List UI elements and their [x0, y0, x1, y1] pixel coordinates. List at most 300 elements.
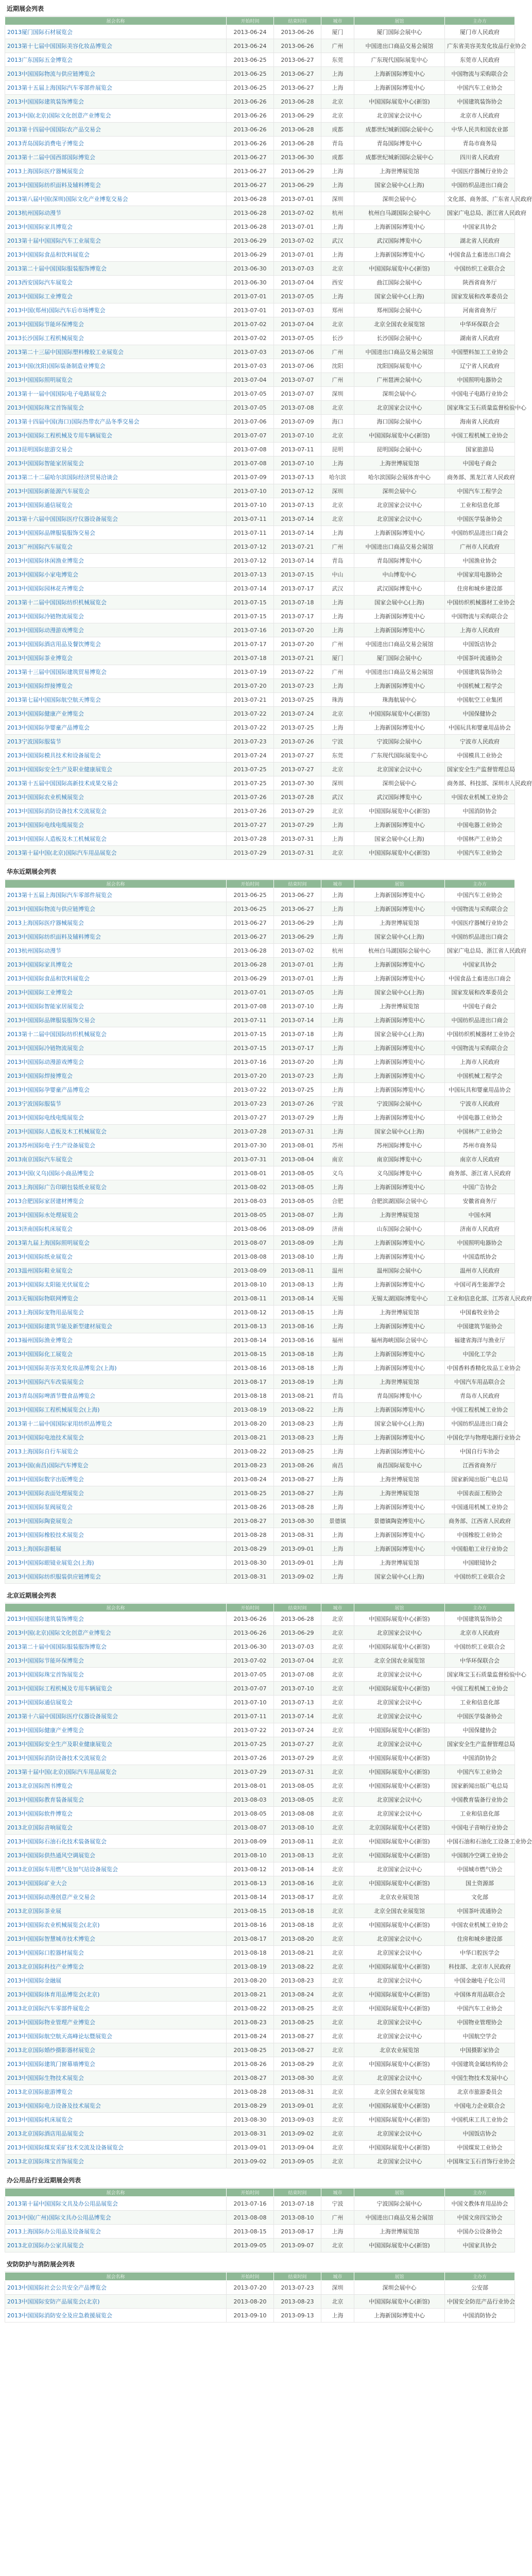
table-row: [5, 2281, 515, 2295]
organizer-cell: 中国自行车协会: [445, 1445, 515, 1459]
organizer-cell: 中华口腔医学会: [445, 1946, 515, 1960]
exhibition-link[interactable]: 2013北京国际茶业展: [7, 1908, 61, 1914]
exhibition-link[interactable]: 2013中国(南昌)国际汽车博览会: [7, 1462, 89, 1469]
city-cell: 北京: [321, 109, 354, 123]
exhibition-link[interactable]: 2013中国国际物流与供应链博览会: [7, 906, 95, 912]
exhibition-link[interactable]: 2013中国国际纺织面料及辅料博览会: [7, 182, 101, 189]
organizer-cell: 中国可再生能源学会: [445, 1278, 515, 1292]
exhibition-link[interactable]: 2013中国国际美容美发化妆品博览会(上海): [7, 1365, 117, 1371]
exhibition-link[interactable]: 2013第十一届中国国际电子电路展览会: [7, 391, 107, 397]
venue-cell: 上海新国际博览中心: [354, 818, 445, 832]
exhibition-title-cell: [5, 1988, 227, 2002]
venue-cell: 中国国际展览中心(新馆): [354, 95, 445, 109]
end-date-cell: 2013-07-26: [274, 1097, 321, 1111]
organizer-cell: 中国造纸协会: [445, 1250, 515, 1264]
exhibition-link[interactable]: 2013杭州国际动漫节: [7, 947, 61, 954]
exhibition-link[interactable]: 2013中国国际物业管理产业博览会: [7, 2019, 95, 2026]
exhibition-title-cell: [5, 637, 227, 651]
exhibition-link[interactable]: 2013西安国际汽车展览会: [7, 279, 73, 286]
exhibition-link[interactable]: 2013北京国际音响展览会: [7, 1824, 73, 1831]
end-date-cell: 2013-08-05: [274, 1779, 321, 1793]
venue-cell: 北京国家会议中心: [354, 1807, 445, 1821]
exhibition-link[interactable]: 2013中国国际品牌服装服饰交易会: [7, 530, 95, 536]
end-date-cell: 2013-06-27: [274, 67, 321, 81]
exhibition-link[interactable]: 2013上海国际广告印刷包装纸业展览会: [7, 1184, 107, 1191]
end-date-cell: 2013-07-08: [274, 401, 321, 415]
exhibition-title-cell: [5, 2071, 227, 2085]
exhibition-link[interactable]: 2013中国国际通信展览会: [7, 1699, 73, 1706]
exhibition-link[interactable]: 2013中国(北京)国际文化创意产业博览会: [7, 112, 111, 119]
exhibition-link[interactable]: 2013上海国际医疗器械展览会: [7, 920, 84, 926]
end-date-cell: 2013-08-11: [274, 1264, 321, 1278]
start-date-cell: 2013-08-13: [227, 1319, 274, 1333]
table-row: [5, 2211, 515, 2225]
city-cell: 无锡: [321, 1292, 354, 1306]
start-date-cell: 2013-09-02: [227, 2155, 274, 2168]
exhibition-link[interactable]: 2013北京国际珠宝首饰展览会: [7, 2158, 84, 2165]
exhibition-link[interactable]: 2013中国国际农业机械展览会(北京): [7, 1922, 100, 1928]
exhibition-link[interactable]: 2013中国国际供热通风空调展览会: [7, 1852, 95, 1859]
exhibition-link[interactable]: 2013中国国际焊接博览会: [7, 1073, 73, 1079]
exhibition-link[interactable]: 2013北京国际酒店用品展览会: [7, 2130, 84, 2137]
table-row: [5, 290, 515, 303]
exhibition-link[interactable]: 2013中国国际健康产业博览会: [7, 710, 84, 717]
start-date-cell: 2013-08-26: [227, 2057, 274, 2071]
exhibition-link[interactable]: 2013长沙国际工程机械展览会: [7, 335, 84, 342]
venue-cell: 中国进出口商品交易会展馆: [354, 2211, 445, 2225]
exhibition-title-cell: [5, 1737, 227, 1751]
exhibition-link[interactable]: 2013中国国际石油石化技术装备展览会: [7, 1838, 107, 1845]
exhibition-link[interactable]: 2013北京国际婚纱摄影器材展览会: [7, 2047, 95, 2054]
city-cell: 上海: [321, 1250, 354, 1264]
start-date-cell: 2013-09-01: [227, 2141, 274, 2155]
end-date-cell: 2013-07-26: [274, 735, 321, 749]
exhibition-link[interactable]: 2013中国国际煤炭采矿技术交流及设备展览会: [7, 2144, 124, 2151]
table-row: [5, 1153, 515, 1166]
exhibition-link[interactable]: 2013中国国际软件博览会: [7, 1810, 73, 1817]
end-date-cell: 2013-07-14: [274, 1013, 321, 1027]
exhibition-link[interactable]: 2013青岛国际消费电子博览会: [7, 140, 84, 147]
exhibition-link[interactable]: 2013中国国际动漫游戏博览会: [7, 1059, 84, 1065]
end-date-cell: 2013-07-04: [274, 1654, 321, 1668]
exhibition-link[interactable]: 2013苏州国际电子生产设备展览会: [7, 1142, 95, 1149]
city-cell: 广州: [321, 665, 354, 679]
venue-cell: 中国国际展览中心(新馆): [354, 2099, 445, 2113]
end-date-cell: 2013-06-29: [274, 930, 321, 944]
exhibition-title-cell: [5, 1264, 227, 1278]
organizer-cell: 中国渔业协会: [445, 554, 515, 568]
exhibition-link[interactable]: 2013北京国际科技产业博览会: [7, 1963, 84, 1970]
table-row: [5, 1069, 515, 1083]
exhibition-title-cell: [5, 888, 227, 902]
table-row: [5, 790, 515, 804]
venue-cell: 中国国际展览中心(新馆): [354, 2113, 445, 2127]
venue-cell: 武汉国际博览中心: [354, 790, 445, 804]
table-row: [5, 150, 515, 164]
start-date-cell: 2013-07-16: [227, 2197, 274, 2211]
organizer-cell: 中国消防协会: [445, 1751, 515, 1765]
exhibition-link[interactable]: 2013中国国际焊接博览会: [7, 683, 73, 689]
exhibition-link[interactable]: 2013中国国际化工展览会: [7, 1351, 73, 1358]
exhibition-link[interactable]: 2013第二十届中国国际服装服饰博览会: [7, 265, 107, 272]
exhibition-link[interactable]: 2013中国国际太阳能光伏展览会: [7, 1281, 90, 1288]
exhibition-title-cell: [5, 1027, 227, 1041]
exhibition-title-cell: [5, 1306, 227, 1319]
exhibition-title-cell: [5, 540, 227, 554]
table-row: [5, 972, 515, 986]
exhibition-link[interactable]: 2013第七届中国国际航空航天博览会: [7, 697, 101, 703]
exhibition-link[interactable]: 2013第十二届中国国际纺织机械展览会: [7, 1031, 107, 1038]
table-row: [5, 512, 515, 526]
exhibition-link[interactable]: 2013中国国际水处理展览会: [7, 1212, 78, 1218]
organizer-cell: 中国机械工程学会: [445, 679, 515, 693]
table-row: [5, 1486, 515, 1500]
exhibition-title-cell: [5, 721, 227, 735]
exhibition-link[interactable]: 2013中国国际建筑装饰博览会: [7, 1616, 84, 1622]
exhibition-title-cell: [5, 67, 227, 81]
exhibition-link[interactable]: 2013宁波国际服装节: [7, 738, 61, 745]
exhibition-link[interactable]: 2013合肥国际家居建材博览会: [7, 1198, 84, 1205]
exhibition-title-cell: [5, 81, 227, 95]
venue-cell: 深圳会展中心: [354, 387, 445, 401]
venue-cell: 北京国家会议中心: [354, 2029, 445, 2043]
exhibition-title-cell: [5, 192, 227, 206]
exhibition-link[interactable]: 2013中国国际电线电缆展览会: [7, 822, 84, 828]
exhibition-link[interactable]: 2013北京国际旅游博览会: [7, 2089, 73, 2095]
table-row: [5, 1932, 515, 1946]
start-date-cell: 2013-06-30: [227, 276, 274, 290]
exhibition-title-cell: [5, 373, 227, 387]
exhibition-title-cell: [5, 2225, 227, 2239]
end-date-cell: 2013-06-29: [274, 916, 321, 930]
end-date-cell: 2013-07-31: [274, 1765, 321, 1779]
exhibition-link[interactable]: 2013广州国际汽车展览会: [7, 544, 73, 550]
exhibition-link[interactable]: 2013中国国际工程机械及专用车辆展览会: [7, 432, 112, 439]
exhibition-link[interactable]: 2013宁波国际服装节: [7, 1100, 61, 1107]
venue-cell: 郑州国际会展中心: [354, 303, 445, 317]
organizer-cell: 中国建筑装饰协会: [445, 95, 515, 109]
exhibition-link[interactable]: 2013中国国际纸业展览会: [7, 1253, 73, 1260]
exhibition-link[interactable]: 2013中国国际智能家居展览会: [7, 1003, 84, 1010]
exhibition-link[interactable]: 2013第十五届上海国际汽车零部件展览会: [7, 84, 112, 91]
exhibition-link[interactable]: 2013中国国际纺织面料及辅料博览会: [7, 934, 101, 940]
exhibition-link[interactable]: 2013济南国际机床展览会: [7, 1226, 73, 1232]
exhibition-link[interactable]: 2013第十二届中国西部国际博览会: [7, 154, 95, 161]
exhibition-link[interactable]: 2013中国国际纺织服装供应链博览会: [7, 1573, 101, 1580]
exhibition-title-cell: [5, 470, 227, 484]
venue-cell: 上海新国际博览中心: [354, 1055, 445, 1069]
exhibition-link[interactable]: 2013中国国际模具技术和设备展览会: [7, 752, 101, 759]
exhibition-link[interactable]: 2013中国国际泵阀展览会: [7, 1504, 73, 1511]
exhibition-link[interactable]: 2013第十届中国国际汽车工业展览会: [7, 238, 101, 244]
exhibition-link[interactable]: 2013中国国际电池技术展览会: [7, 1434, 84, 1441]
exhibition-link[interactable]: 2013中国国际安全生产及职业健康展览会: [7, 1741, 112, 1748]
organizer-cell: 中国保健协会: [445, 1723, 515, 1737]
exhibition-link[interactable]: 2013中国国际照明展览会: [7, 377, 73, 383]
organizer-cell: 北京市人民政府: [445, 1626, 515, 1640]
exhibition-link[interactable]: 2013北京国际车用燃气及加气站设备展览会: [7, 1866, 118, 1873]
exhibition-link[interactable]: 2013中国国际珠宝首饰展览会: [7, 404, 84, 411]
organizer-cell: 中国物业管理协会: [445, 2015, 515, 2029]
exhibition-link[interactable]: 2013中国国际节能环保博览会: [7, 321, 84, 328]
exhibition-link[interactable]: 2013青岛国际啤酒节暨食品博览会: [7, 1393, 95, 1399]
exhibition-link[interactable]: 2013第十六届中国国际医疗仪器设备展览会: [7, 1713, 118, 1720]
end-date-cell: 2013-08-04: [274, 1153, 321, 1166]
exhibition-link[interactable]: 2013中国国际金融展: [7, 1977, 61, 1984]
exhibition-link[interactable]: 2013中国国际人造板及木工机械展览会: [7, 836, 107, 842]
city-cell: 北京: [321, 2127, 354, 2141]
exhibition-title-cell: [5, 95, 227, 109]
exhibition-link[interactable]: 2013中国国际数字出版博览会: [7, 1476, 84, 1483]
exhibition-link[interactable]: 2013中国国际建筑门窗幕墙博览会: [7, 2061, 95, 2067]
end-date-cell: 2013-08-08: [274, 1807, 321, 1821]
exhibition-link[interactable]: 2013中国国际教育装备展览会: [7, 1797, 84, 1803]
exhibition-link[interactable]: 2013杭州国际动漫节: [7, 210, 61, 216]
city-cell: 深圳: [321, 484, 354, 498]
table-row: [5, 1876, 515, 1890]
exhibition-link[interactable]: 2013中国国际智能家居展览会: [7, 460, 84, 467]
venue-cell: 上海新国际博览中心: [354, 1528, 445, 1542]
exhibition-link[interactable]: 2013第十五届中国国际高新技术成果交易会: [7, 780, 118, 787]
end-date-cell: 2013-07-14: [274, 512, 321, 526]
exhibition-link[interactable]: 2013第十二届中国国际纺织机械展览会: [7, 599, 107, 606]
exhibition-link[interactable]: 2013第十届中国(北京)国际汽车用品展览会: [7, 1769, 117, 1775]
exhibition-link[interactable]: 2013中国国际建筑装饰博览会: [7, 98, 84, 105]
exhibition-link[interactable]: 2013中国国际矿业大会: [7, 1880, 67, 1887]
exhibition-link[interactable]: 2013上海国际宠物用品展览会: [7, 1309, 84, 1316]
exhibition-link[interactable]: 2013中国国际家具博览会: [7, 961, 73, 968]
exhibition-link[interactable]: 2013中国国际农业机械展览会: [7, 794, 84, 801]
exhibition-link[interactable]: 2013中国(郑州)国际汽车后市场博览会: [7, 307, 106, 314]
organizer-cell: 国家发展和改革委员会: [445, 986, 515, 999]
exhibition-link[interactable]: 2013中国国际眼镜业展览会(上海): [7, 1560, 94, 1566]
city-cell: 北京: [321, 1668, 354, 1682]
organizer-cell: 公安部: [445, 2281, 515, 2295]
exhibition-link[interactable]: 2013无锡国际物联网博览会: [7, 1295, 78, 1302]
start-date-cell: 2013-06-26: [227, 123, 274, 137]
exhibition-link[interactable]: 2013中国国际消防设备技术交流展览会: [7, 1755, 107, 1761]
exhibition-link[interactable]: 2013中国(北京)国际文化创意产业博览会: [7, 1630, 111, 1636]
exhibition-link[interactable]: 2013厦门国际石材展览会: [7, 29, 73, 36]
end-date-cell: 2013-08-18: [274, 1347, 321, 1361]
exhibition-link[interactable]: 2013第十五届上海国际汽车零部件展览会: [7, 892, 112, 899]
city-cell: 西安: [321, 276, 354, 290]
exhibition-link[interactable]: 2013北京国际图书博览会: [7, 1783, 73, 1789]
end-date-cell: 2013-07-17: [274, 1041, 321, 1055]
organizer-cell: 中国煤炭工业协会: [445, 2141, 515, 2155]
exhibition-link[interactable]: 2013第十届中国(北京)国际汽车用品展览会: [7, 850, 117, 856]
exhibition-link[interactable]: 2013中国国际消防设备技术交流展览会: [7, 808, 107, 815]
organizer-cell: 中国汽车工程学会: [445, 484, 515, 498]
exhibition-title-cell: [5, 693, 227, 707]
exhibition-title-cell: [5, 902, 227, 916]
exhibition-section: [5, 2173, 514, 2252]
exhibition-link[interactable]: 2013第九届上海国际照明展览会: [7, 1240, 90, 1246]
exhibition-title-cell: [5, 1974, 227, 1988]
organizer-cell: 中国纺织品进出口商会: [445, 930, 515, 944]
exhibition-link[interactable]: 2013中国国际酒店用品及餐饮博览会: [7, 641, 101, 648]
organizer-cell: 中国建筑装饰协会: [445, 665, 515, 679]
exhibition-link[interactable]: 2013中国国际工程机械展览会(上海): [7, 1406, 100, 1413]
table-row: [5, 1612, 515, 1626]
exhibition-link[interactable]: 2013广东国际五金博览会: [7, 57, 73, 63]
exhibition-link[interactable]: 2013第八届中国(深圳)国际文化产业博览交易会: [7, 196, 128, 202]
exhibition-link[interactable]: 2013中国国际建筑节能及新型建材展览会: [7, 1323, 112, 1330]
exhibition-link[interactable]: 2013中国国际工程机械及专用车辆展览会: [7, 1685, 112, 1692]
exhibition-link[interactable]: 2013第二十届中国国际服装服饰博览会: [7, 1643, 107, 1650]
organizer-cell: 中国纺织工业联合会: [445, 1640, 515, 1654]
city-cell: 武汉: [321, 790, 354, 804]
exhibition-link[interactable]: 2013中国国际孕婴童产品博览会: [7, 724, 90, 731]
exhibition-link[interactable]: 2013中国(广州)国际文具办公用品博览会: [7, 2214, 111, 2221]
venue-cell: 上海新国际博览中心: [354, 1403, 445, 1417]
exhibition-title-cell: [5, 596, 227, 609]
exhibition-link[interactable]: 2013中国国际电力设备及技术展览会: [7, 2103, 101, 2109]
exhibition-link[interactable]: 2013第二十三届中国国际塑料橡胶工业展览会: [7, 349, 124, 355]
city-cell: 广州: [321, 39, 354, 53]
exhibition-link[interactable]: 2013中国国际消防安全及应急救援展览会: [7, 2312, 112, 2319]
exhibition-link[interactable]: 2013中国国际人造板及木工机械展览会: [7, 1128, 107, 1135]
organizer-cell: 中国办公设备协会: [445, 2225, 515, 2239]
organizer-cell: 国家新闻出版广电总局: [445, 1779, 515, 1793]
end-date-cell: 2013-07-01: [274, 220, 321, 234]
exhibition-link[interactable]: 2013中国国际小家电博览会: [7, 571, 78, 578]
exhibition-link[interactable]: 2013中国国际汽车改装展览会: [7, 1379, 84, 1385]
start-date-cell: 2013-08-29: [227, 2099, 274, 2113]
exhibition-link[interactable]: 2013第十三届中国国际建筑贸易博览会: [7, 669, 107, 675]
exhibition-link[interactable]: 2013中国国际橡胶技术展览会: [7, 1532, 84, 1538]
exhibition-link[interactable]: 2013第十四届中国(海口)国际热带农产品冬季交易会: [7, 418, 140, 425]
exhibition-link[interactable]: 2013第十七届中国国际美容化妆品博览会: [7, 43, 112, 49]
city-cell: 北京: [321, 2295, 354, 2309]
exhibition-link[interactable]: 2013中国国际口腔器材展览会: [7, 1950, 84, 1956]
exhibition-link[interactable]: 2013中国(义乌)国际小商品博览会: [7, 1170, 94, 1177]
exhibition-link[interactable]: 2013中国国际社会公共安全产品博览会: [7, 2284, 107, 2291]
organizer-cell: 国家发展和改革委员会: [445, 290, 515, 303]
exhibition-link[interactable]: 2013中国国际食品和饮料展览会: [7, 251, 90, 258]
exhibition-link[interactable]: 2013上海国际自行车展览会: [7, 1448, 78, 1455]
exhibition-link[interactable]: 2013中国国际健康产业博览会: [7, 1727, 84, 1734]
exhibition-link[interactable]: 2013中国国际冷链物流展览会: [7, 1045, 84, 1052]
city-cell: 北京: [321, 846, 354, 860]
exhibition-link[interactable]: 2013第二十二届哈尔滨国际经济贸易洽谈会: [7, 474, 118, 481]
exhibition-link[interactable]: 2013中国国际通信展览会: [7, 502, 73, 509]
exhibition-link[interactable]: 2013第十六届中国国际医疗仪器设备展览会: [7, 516, 118, 522]
city-cell: 北京: [321, 2113, 354, 2127]
organizer-cell: 中国电子音响行业协会: [445, 1821, 515, 1835]
exhibition-link[interactable]: 2013中国国际工业博览会: [7, 989, 73, 996]
exhibition-link[interactable]: 2013昆明国际旅游交易会: [7, 446, 73, 453]
exhibition-title-cell: [5, 2015, 227, 2029]
exhibition-link[interactable]: 2013北京国际汽车零部件展览会: [7, 2005, 90, 2012]
exhibition-link[interactable]: 2013中国国际机床展览会: [7, 2116, 73, 2123]
exhibition-link[interactable]: 2013南京国际汽车展览会: [7, 1156, 73, 1163]
city-cell: 郑州: [321, 303, 354, 317]
exhibition-link[interactable]: 2013中国国际智慧城市技术博览会: [7, 1936, 95, 1942]
exhibition-link[interactable]: 2013中国国际表面处理展览会: [7, 1490, 84, 1497]
start-date-cell: 2013-07-27: [227, 1111, 274, 1125]
exhibition-link[interactable]: 2013上海国际医疗器械展览会: [7, 168, 84, 175]
end-date-cell: 2013-07-05: [274, 290, 321, 303]
end-date-cell: 2013-08-18: [274, 1904, 321, 1918]
exhibition-link[interactable]: 2013中国国际冷链物流展览会: [7, 613, 84, 620]
exhibition-link[interactable]: 2013中国国际陶瓷展览会: [7, 1518, 73, 1524]
organizer-cell: 中国橡胶工业协会: [445, 1528, 515, 1542]
organizer-cell: 中国广告协会: [445, 1180, 515, 1194]
start-date-cell: 2013-07-05: [227, 401, 274, 415]
start-date-cell: 2013-08-19: [227, 1960, 274, 1974]
exhibition-link[interactable]: 2013上海国际游艇展: [7, 1546, 61, 1552]
exhibition-link[interactable]: 2013中国国际安防产品展览会(北京): [7, 2298, 100, 2305]
exhibition-link[interactable]: 2013第十四届中国国际农产品交易会: [7, 126, 101, 133]
exhibition-link[interactable]: 2013中国国际家具博览会: [7, 224, 73, 230]
exhibition-link[interactable]: 2013上海国际办公用品及设备展览会: [7, 2228, 101, 2235]
exhibition-link[interactable]: 2013北京国际办公家具展览会: [7, 2242, 84, 2249]
exhibition-link[interactable]: 2013中国国际孕婴童产品博览会: [7, 1087, 90, 1093]
city-cell: 义乌: [321, 1166, 354, 1180]
organizer-cell: 国家旅游局: [445, 443, 515, 456]
exhibition-title-cell: [5, 1403, 227, 1417]
exhibition-link[interactable]: 2013中国国际动漫创意产业交易会: [7, 1894, 95, 1901]
end-date-cell: 2013-07-28: [274, 790, 321, 804]
table-row: [5, 1306, 515, 1319]
exhibition-link[interactable]: 2013中国国际体育用品博览会(北京): [7, 1991, 100, 1998]
exhibition-link[interactable]: 2013中国国际生物技术展览会: [7, 2075, 84, 2081]
exhibition-link[interactable]: 2013中国国际航空航天高峰论坛暨展览会: [7, 2033, 112, 2040]
city-cell: 北京: [321, 1737, 354, 1751]
organizer-cell: 中国电子电路行业协会: [445, 387, 515, 401]
organizer-cell: 青岛市商务局: [445, 137, 515, 150]
venue-cell: 上海世博展览馆: [354, 2225, 445, 2239]
exhibition-link[interactable]: 2013中国国际工业博览会: [7, 293, 73, 300]
end-date-cell: 2013-07-12: [274, 484, 321, 498]
venue-cell: 上海新国际博览中心: [354, 1445, 445, 1459]
exhibition-link[interactable]: 2013中国国际动漫游戏博览会: [7, 627, 84, 634]
exhibition-link[interactable]: 2013中国国际园林花卉博览会: [7, 585, 84, 592]
exhibition-title-cell: [5, 276, 227, 290]
exhibition-link[interactable]: 2013中国国际珠宝首饰展览会: [7, 1671, 84, 1678]
end-date-cell: 2013-06-27: [274, 888, 321, 902]
city-cell: 北京: [321, 1932, 354, 1946]
exhibition-title-cell: [5, 776, 227, 790]
exhibition-link[interactable]: 2013中国国际休闲渔业博览会: [7, 557, 84, 564]
exhibition-link[interactable]: 2013中国国际茶业博览会: [7, 655, 73, 662]
exhibition-link[interactable]: 2013中国国际新能源汽车展览会: [7, 488, 90, 495]
organizer-cell: 中国城市燃气协会: [445, 1862, 515, 1876]
exhibition-link[interactable]: 2013中国国际物流与供应链博览会: [7, 71, 95, 77]
exhibition-link[interactable]: 2013第十二届中国国际家用纺织品博览会: [7, 1420, 112, 1427]
city-cell: 温州: [321, 1264, 354, 1278]
venue-cell: 广东现代国际展览中心: [354, 749, 445, 762]
exhibition-title-cell: [5, 1723, 227, 1737]
city-cell: 厦门: [321, 25, 354, 39]
exhibition-title-cell: [5, 1097, 227, 1111]
exhibition-link[interactable]: 2013中国国际食品和饮料展览会: [7, 975, 90, 982]
exhibition-link[interactable]: 2013福州国际渔业博览会: [7, 1337, 73, 1344]
exhibition-link[interactable]: 2013中国国际节能环保博览会: [7, 1657, 84, 1664]
table-header-row: [5, 17, 515, 25]
exhibition-link[interactable]: 2013中国国际安全生产及职业健康展览会: [7, 766, 112, 773]
city-cell: 宁波: [321, 735, 354, 749]
exhibition-link[interactable]: 2013温州国际鞋业展览会: [7, 1267, 73, 1274]
exhibition-link[interactable]: 2013中国国际品牌服装服饰交易会: [7, 1017, 95, 1024]
exhibition-link[interactable]: 2013第十届中国国际文具及办公用品展览会: [7, 2200, 118, 2207]
exhibition-link[interactable]: 2013中国国际电线电缆展览会: [7, 1114, 84, 1121]
city-cell: 苏州: [321, 1139, 354, 1153]
city-cell: 广州: [321, 2211, 354, 2225]
exhibition-link[interactable]: 2013中国(沈阳)国际装备制造业博览会: [7, 363, 106, 369]
table-row: [5, 345, 515, 359]
